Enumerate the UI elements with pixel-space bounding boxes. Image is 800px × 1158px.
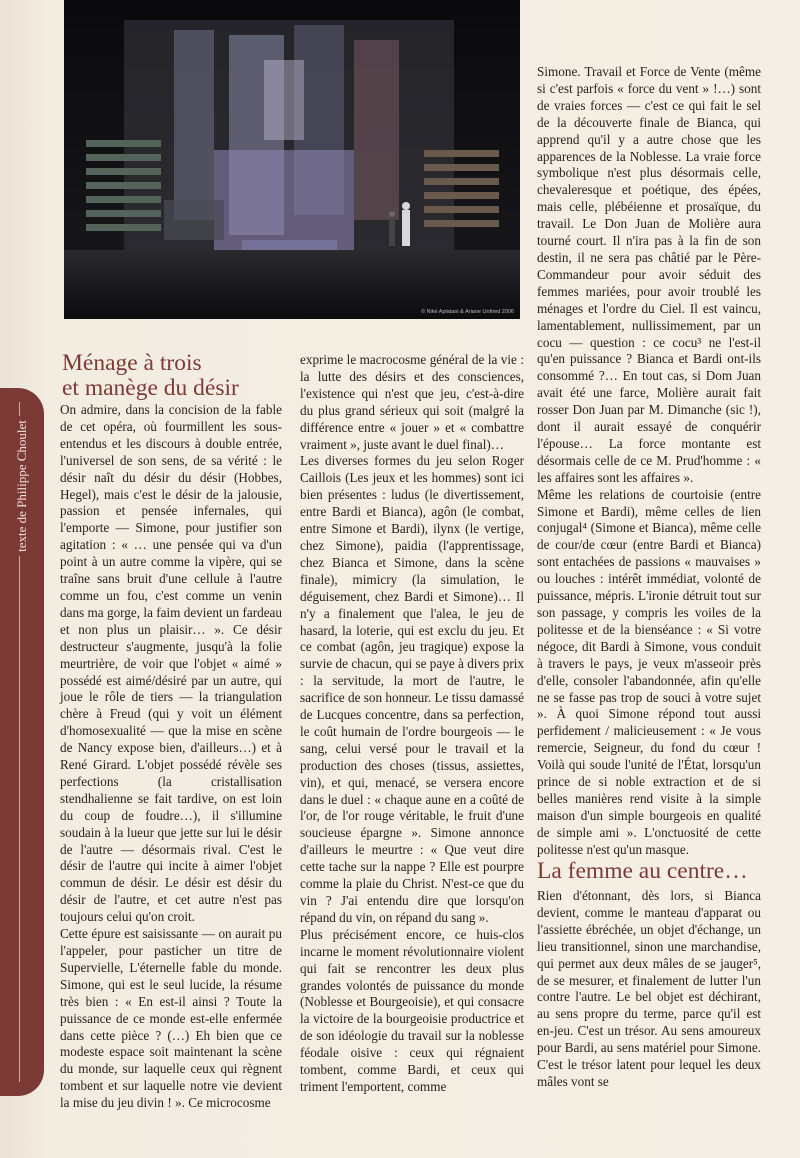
stage-photo bbox=[64, 0, 520, 319]
text-column-2 bbox=[300, 352, 524, 1096]
section-heading-menage: Ménage à trois et manège du désir bbox=[62, 350, 239, 401]
paragraph: Simone. Travail et Force de Vente (même si c'est parfois « force du vent » !…) sont de vraies forces — c'est ce qui fait le sel de la découverte finale de Bianca, qui apprend qu'il y a autre chose que les apparences de la Noblesse. La vraie force symbolique n'est plus désormais celle, chevaleresque et poétique, des épées, mais celle, plébéienne et prosaïque, du travail. Le Don Juan de Molière aura tourné court. Il n'ira pas à la fin de son destin, il ne sera pas châtié par le Père-Commandeur pour avoir séduit des femmes mariées, pour avoir troublé les ménages et l'ordre du Ciel. Il est vaincu, lamentablement, nullissimement, par un cocu — question : ce cocu³ ne l'est-il qu'en puissance ? Bianca et Bardi ont-ils consommé ?… En tout cas, si Dom Juan avait été une farce, Molière aurait fait rosser Don Juan par M. Dimanche (sic !), dont il aurait essayé de conquérir l'épouse… La force montante est désormais celle de ce M. Prud'homme : « les affaires sont les affaires ». bbox=[537, 64, 761, 485]
paragraph: Même les relations de courtoisie (entre Simone et Bardi), même celles de lien conjugal⁴ (Simone et Bianca), même celle de cour/de cœur (entre Bardi et Bianca) sont entachées de passions « mauvaises » ou louches : intérêt immédiat, volonté de puissance, mépris. L'ironie détruit tout sur son passage, y compris les voiles de la politesse et de la bienséance : « Si votre négoce, dit Bardi à Simone, vous conduit à travers le pays, je veux m'asseoir près d'elle, consoler l'abandonnée, afin qu'elle ne se fasse pas trop de souci à votre sujet ». À quoi Simone répond tout aussi perfidement / malicieusement : « Je vous remercie, Seigneur, du fond du cœur ! Voilà qui soude l'unité de l'État, lorsqu'un prince de si noble extraction et de si belles manières rend visite à la simple maison d'un simple bourgeois en qualité de simple ami ». L'onctuosité de cette politesse n'est qu'un masque. bbox=[537, 486, 761, 857]
paragraph: Rien d'étonnant, dès lors, si Bianca devient, comme le manteau d'apparat ou l'assiette ébréchée, un objet d'échange, un lieu transitionnel, sinon une marchandise, qui permet aux deux mâles de se jauger⁵, de se mesurer, et finalement de lutter l'un contre l'autre. Le bel objet est déchirant, au sens propre du terme, parce qu'il est en-jeu. C'est un trésor. Au sens amoureux pour Bardi, au sens matériel pour Simone. C'est le trésor latent pour lequel les deux mâles vont se bbox=[537, 888, 761, 1089]
text-column-1 bbox=[60, 402, 282, 1112]
paragraph: Plus précisément encore, ce huis-clos incarne le moment révolutionnaire violent qui fait se rencontrer les deux plus grandes volontés de puissance du monde (Noblesse et Bourgeoisie), et qui consacre la victoire de la bourgeoisie productrice et de son idéologie du travail sur la noblesse féodale oisive : ceux qui régnaient tombent, comme Bardi, et ceux qui triment l'emportent, comme bbox=[300, 926, 524, 1094]
paragraph: exprime le macrocosme général de la vie : la lutte des désirs et des consciences, l'existence qui n'est que jeu, c'est-à-dire du plus grand sérieux qui soit (malgré la différence entre « jouer » et « combattre vraiment », juste avant le duel final)… bbox=[300, 352, 524, 452]
paragraph: On admire, dans la concision de la fable de cet opéra, où fourmillent les sous-entendus et les discours à double entrée, l'universel de son sens, de sa vérité : le désir naît du désir du désir (Hobbes, Hegel), mais c'est le désir de la jalousie, passion et pensée infernales, qui l'emporte — Simone, pour justifier son agitation : « … une pensée qui va d'un point à un autre comme la vipère, qui se traîne sans bruit d'une cellule à l'autre comme un fou, c'est comme un venin dans ma gorge, la faim devient un fardeau et non plus un plaisir… ». Ce désir destructeur s'augmente, jusqu'à la folie meurtrière, de voir que l'objet « aimé » possédé est aimé/désiré par un autre, qui joue le rôle de tiers — la triangulation chère à Freud (qui y voit un élément d'homosexualité — que la mise en scène de Nancy expose bien, d'ailleurs…) et à René Girard. L'objet possédé révèle ses perfections (la cristallisation stendhalienne se fait tardive, on est loin du coup de foudre…), il s'illumine soudain à la lueur que jette sur lui le désir de l'autre — désormais rival. C'est le désir de l'autre qui incite à aimer l'objet commun de désir. Le désir est désir du désir de l'autre, et cet autre n'est pas toujours celui qu'on croit. bbox=[60, 402, 282, 925]
section-heading-femme: La femme au centre… bbox=[537, 858, 748, 884]
paragraph: Les diverses formes du jeu selon Roger Caillois (Les jeux et les hommes) sont ici bien présentes : ludus (le divertissement, entre Bardi et Bianca), agôn (le combat, entre Simone et Bardi), ilynx (le vertige, chez Simone), paidia (l'apprentissage, chez Bianca et Simone, dans la scène finale), mimicry (la simulation, le déguisement, chez Bardi et Simone)… Il n'y a finalement que l'alea, le jeu de hasard, la loterie, qui est exclu du jeu. Et ce combat (agôn, jeu tragique) expose la survie de chacun, qui se paye à divers prix : la servitude, la mort de l'autre, le sacrifice de son honneur. Le tissu damassé de Lucques concentre, dans sa perfection, le coût humain de l'ordre bourgeois — le sang, celui versé pour le travail et la production des choses (tissus, assiettes, vin), et qui, menacé, se versera encore dans le duel : « chaque aune en a coûté de l'or, de l'or rouge véritable, le fruit d'une soucieuse épargne ». Simone annonce d'ailleurs le meurtre : « Que veut dire cette tache sur la nappe ? Elle est pourpre comme la plaie du Christ. N'est-ce que du vin ? J'ai entendu dire que lorsqu'on répand du vin, on répand du sang ». bbox=[300, 453, 524, 925]
text-column-3 bbox=[537, 64, 761, 859]
photo-credit: © Niké Aplatani & Ariane Unfried 2006 bbox=[420, 309, 514, 315]
paragraph: Cette épure est saisissante — on aurait pu l'appeler, pour pasticher un titre de Supervielle, L'éternelle fable du monde. Simone, qui est le seul lucide, la résume très bien : « En est-il ainsi ? Toute la puissance de ce monde est-elle enfermée dans cette pièce ? (…) Eh bien que ce modeste espace soit maintenant la scène du monde, sur laquelle ceux qui règnent tombent et sur laquelle notre vie devient la mise du jeu divin ! ». Ce microcosme bbox=[60, 926, 282, 1111]
stage-scene-image bbox=[64, 0, 520, 319]
author-credit: texte de Philippe Choulet bbox=[12, 398, 32, 573]
text-column-3-lower bbox=[537, 888, 761, 1091]
